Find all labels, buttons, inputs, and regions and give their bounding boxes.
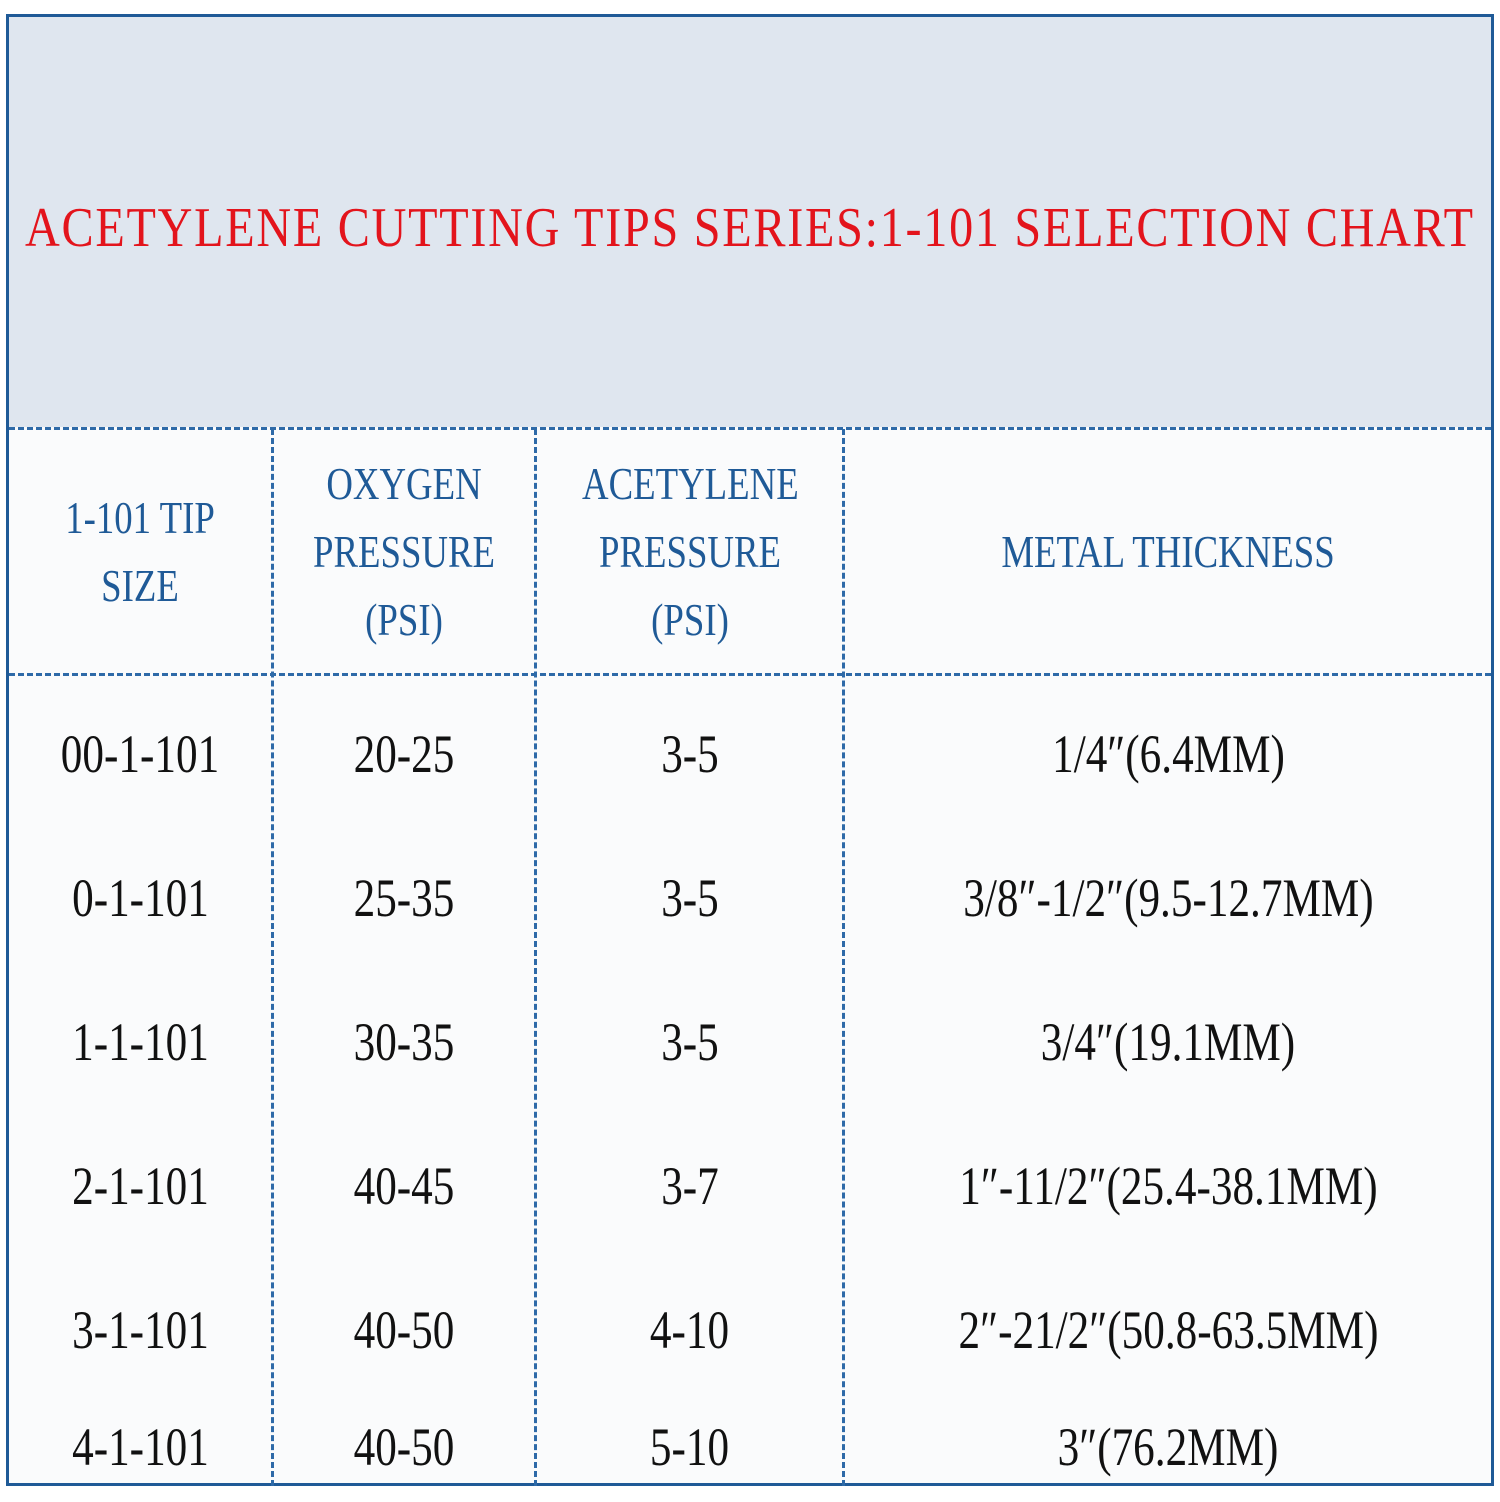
table-row-cell	[537, 1119, 842, 1253]
table-row-cell	[537, 687, 842, 821]
table-row-cell	[9, 975, 271, 1109]
oxygen-pressure-value: 40-50	[353, 1417, 455, 1477]
header-cell-thickness	[845, 430, 1491, 673]
metal-thickness-value: 3/8″-1/2″(9.5-12.7MM)	[962, 868, 1374, 928]
acetylene-pressure-value: 5-10	[649, 1417, 730, 1477]
metal-thickness-value: 1/4″(6.4MM)	[1051, 724, 1285, 784]
oxygen-pressure-value: 30-35	[353, 1012, 455, 1072]
metal-thickness-value: 3/4″(19.1MM)	[1040, 1012, 1296, 1072]
header-cell-oxygen	[274, 430, 534, 673]
selection-chart-table	[6, 14, 1494, 1486]
header-acetylene-pressure: ACETYLENE PRESSURE (PSI)	[581, 457, 799, 645]
acetylene-pressure-value: 4-10	[649, 1300, 730, 1360]
table-row-cell	[9, 1263, 271, 1397]
oxygen-pressure-value: 40-50	[353, 1300, 455, 1360]
tip-size-value: 2-1-101	[71, 1156, 209, 1216]
acetylene-pressure-value: 3-5	[660, 868, 719, 928]
header-metal-thickness: METAL THICKNESS	[1001, 525, 1335, 577]
table-row-cell	[845, 1263, 1491, 1397]
table-row-cell	[537, 975, 842, 1109]
table-row-cell	[274, 1263, 534, 1397]
metal-thickness-value: 2″-21/2″(50.8-63.5MM)	[958, 1300, 1378, 1360]
header-cell-acetylene	[537, 430, 842, 673]
table-row-cell	[9, 831, 271, 965]
header-bottom-divider	[9, 673, 1491, 676]
oxygen-pressure-value: 25-35	[353, 868, 455, 928]
header-cell-tip-size	[9, 430, 271, 673]
table-row-cell	[274, 831, 534, 965]
acetylene-pressure-value: 3-5	[660, 1012, 719, 1072]
table-row-cell	[537, 831, 842, 965]
table-row-cell	[274, 975, 534, 1109]
table-row-cell	[537, 1392, 842, 1502]
table-row-cell	[274, 687, 534, 821]
table-row-cell	[845, 975, 1491, 1109]
tip-size-value: 0-1-101	[71, 868, 209, 928]
table-row-cell	[9, 1119, 271, 1253]
tip-size-value: 3-1-101	[71, 1300, 209, 1360]
header-oxygen-pressure: OXYGEN PRESSURE (PSI)	[312, 457, 496, 645]
table-row-cell	[845, 1392, 1491, 1502]
oxygen-pressure-value: 40-45	[353, 1156, 455, 1216]
chart-title: ACETYLENE CUTTING TIPS SERIES:1-101 SELECTION CHART	[25, 197, 1475, 259]
tip-size-value: 00-1-101	[60, 724, 220, 784]
table-row-cell	[845, 687, 1491, 821]
table-row-cell	[274, 1119, 534, 1253]
metal-thickness-value: 1″-11/2″(25.4-38.1MM)	[958, 1156, 1378, 1216]
header-tip-size: 1-101 TIP SIZE	[65, 491, 215, 611]
table-row-cell	[845, 831, 1491, 965]
oxygen-pressure-value: 20-25	[353, 724, 455, 784]
table-row-cell	[9, 687, 271, 821]
acetylene-pressure-value: 3-5	[660, 724, 719, 784]
table-row-cell	[537, 1263, 842, 1397]
title-band	[9, 17, 1491, 427]
table-row-cell	[845, 1119, 1491, 1253]
acetylene-pressure-value: 3-7	[660, 1156, 719, 1216]
metal-thickness-value: 3″(76.2MM)	[1057, 1417, 1279, 1477]
tip-size-value: 1-1-101	[71, 1012, 209, 1072]
table-row-cell	[274, 1392, 534, 1502]
table-row-cell	[9, 1392, 271, 1502]
tip-size-value: 4-1-101	[71, 1417, 209, 1477]
